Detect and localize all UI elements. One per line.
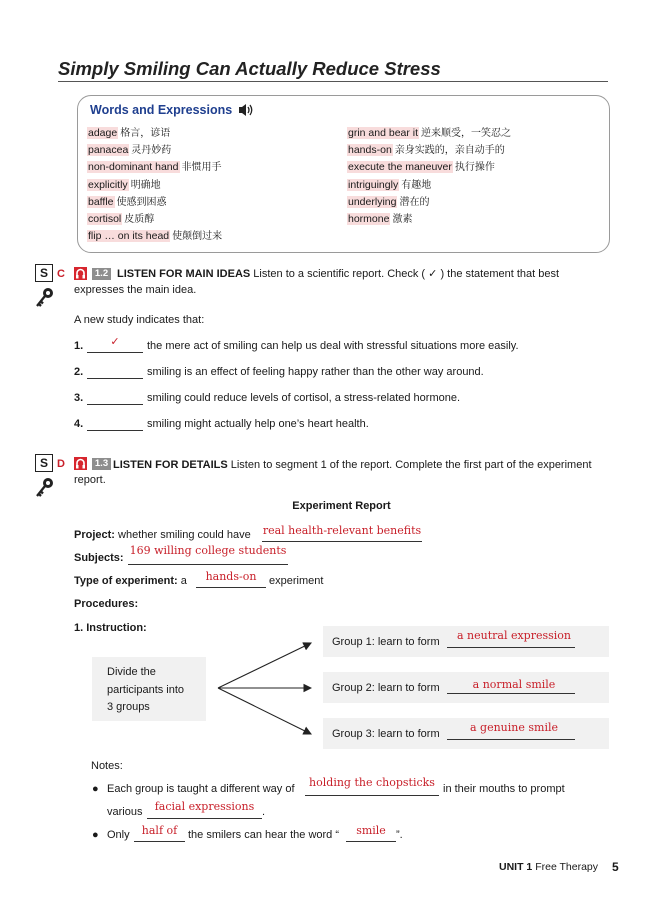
answer-blank[interactable] [87,430,143,431]
check-mark-icon: ✓ [428,268,438,280]
word-term: non-dominant hand [88,161,179,174]
word-term: underlying [348,195,397,208]
word-entry [87,125,222,142]
word-gloss: 格言，谚语 [120,128,171,139]
words-right-column [347,125,511,228]
section-c-heading: LISTEN FOR MAIN IDEAS [117,268,251,280]
instruction-label: 1. Instruction: [74,622,147,634]
title-divider [58,81,608,82]
word-gloss: 灵丹妙药 [131,145,172,157]
word-gloss: 激素 [392,214,413,226]
group-answer: a genuine smile [469,721,558,734]
note2-end: ”. [396,829,403,841]
word-entry [87,159,222,176]
page-number: 5 [612,860,619,874]
answer-blank[interactable] [87,378,143,379]
audio-icon[interactable] [74,267,87,280]
word-term: execute the maneuver [348,161,452,174]
words-box-heading: Words and Expressions [90,103,233,117]
word-entry [87,194,222,211]
track-badge: 1.3 [92,458,111,470]
word-entry [347,159,511,176]
group-label: Group 3: learn to form [332,728,440,740]
word-gloss: 执行操作 [454,162,495,174]
project-label: Project: [74,529,115,541]
section-d-heading: LISTEN FOR DETAILS [113,459,228,471]
notes-label: Notes: [91,760,123,772]
answer-blank[interactable] [87,352,143,353]
group-label: Group 1: learn to form [332,636,440,648]
key-icon [35,477,55,502]
instruction-text: ) the statement that best [440,268,560,280]
note1-end: . [262,806,266,818]
word-term: hormone [348,213,390,226]
section-c-instruction-line2: expresses the main idea. [74,284,197,296]
item-text: smiling might actually help one’s heart health. [147,418,369,430]
project-answer: real health-relevant benefits [262,524,422,537]
answer-blank[interactable] [147,818,262,819]
section-d-instruction-line2: report. [74,474,106,486]
answer-blank[interactable] [305,795,439,796]
word-term: panacea [88,144,129,157]
word-entry [87,228,222,245]
note2-answer2: smile [356,824,386,837]
group-arrows [210,635,330,745]
group-label: Group 2: learn to form [332,682,440,694]
word-entry [347,177,511,194]
divide-line: 3 groups [107,701,150,713]
answer-blank[interactable] [447,647,575,648]
item-text: smiling is an effect of feeling happy rather than the other way around. [147,366,484,378]
section-c-letter: C [57,268,65,280]
note1-text-a: Each group is taught a different way of [107,783,295,795]
words-left-column [87,125,222,245]
type-label: Type of experiment: [74,575,178,587]
answer-check: ✓ [110,335,120,348]
item-text: the mere act of smiling can help us deal with stressful situations more easily. [147,340,519,352]
footer [499,861,598,873]
note2-text-b: the smilers can hear the word “ [188,829,340,841]
word-entry [347,194,511,211]
divide-text [107,664,184,717]
subjects-label: Subjects: [74,552,124,564]
key-icon [35,287,55,312]
note1-text-c: various [107,806,143,818]
answer-blank[interactable] [346,841,396,842]
answer-blank[interactable] [447,739,575,740]
group-answer: a normal smile [472,678,556,691]
type-answer: hands-on [205,570,257,583]
group-answer: a neutral expression [456,629,572,642]
word-gloss: 使颠倒过来 [172,231,223,243]
procedures-label: Procedures: [74,598,139,610]
section-c-instruction [117,267,609,282]
word-term: hands-on [348,144,392,157]
word-gloss: 使感到困惑 [116,196,167,208]
note1-text-b: in their mouths to prompt [443,783,565,795]
word-entry [347,142,511,159]
note1-answer2: facial expressions [154,800,255,813]
instruction-text: Listen to a scientific report. Check ( [253,268,426,280]
answer-blank[interactable] [87,404,143,405]
word-entry [87,142,222,159]
page-title: Simply Smiling Can Actually Reduce Stress [58,58,441,79]
word-term: cortisol [88,213,122,226]
section-c-lead: A new study indicates that: [74,314,205,326]
type-suffix: experiment [269,575,324,587]
word-gloss: 潜在的 [399,196,430,208]
type-row [74,575,187,587]
word-entry [87,177,222,194]
word-gloss: 亲身实践的，亲自动手的 [394,145,505,157]
note1-answer1: holding the chopsticks [309,776,435,789]
note2-answer1: half of [141,824,178,837]
word-term: adage [88,127,118,139]
item-number: 3. [74,392,84,404]
answer-blank[interactable] [447,693,575,694]
note2-text-a: Only [107,829,130,841]
type-prefix: a [180,575,187,587]
instruction-text: Listen to segment 1 of the report. Complete the first part of the experiment [230,459,592,471]
bullet: ● [92,829,99,841]
report-title: Experiment Report [292,500,391,512]
speaker-icon[interactable] [237,102,255,121]
word-gloss: 非惯用手 [181,162,222,174]
word-term: baffle [88,195,114,208]
audio-icon[interactable] [74,457,87,470]
answer-blank[interactable] [134,841,185,842]
footer-unit-name: Free Therapy [535,861,599,873]
word-term: explicitly [88,178,128,191]
word-entry [87,211,222,228]
word-gloss: 有趣地 [401,179,432,191]
divide-line: Divide the [107,666,156,678]
word-term: flip … on its head [88,230,170,243]
word-term: grin and bear it [348,127,419,139]
word-entry [347,211,511,228]
answer-blank[interactable] [196,587,266,588]
answer-blank[interactable] [128,564,288,565]
section-d-letter: D [57,458,65,470]
word-gloss: 明确地 [130,179,161,191]
footer-unit: UNIT 1 [499,861,533,873]
project-row [74,529,251,541]
section-d-instruction [113,458,592,473]
word-term: intriguingly [348,178,399,191]
track-badge: 1.2 [92,268,111,280]
project-text: whether smiling could have [118,529,251,541]
bullet: ● [92,783,99,795]
subjects-answer: 169 willing college students [129,544,287,557]
item-text: smiling could reduce levels of cortisol, a stress-related hormone. [147,392,461,404]
item-number: 4. [74,418,84,430]
divide-line: participants into [107,683,185,696]
item-number: 2. [74,366,84,378]
item-number: 1. [74,340,84,352]
word-entry [347,125,511,142]
word-gloss: 皮质醇 [124,214,155,226]
word-gloss: 逆来顺受，一笑忍之 [421,128,512,139]
answer-blank[interactable] [262,541,422,542]
